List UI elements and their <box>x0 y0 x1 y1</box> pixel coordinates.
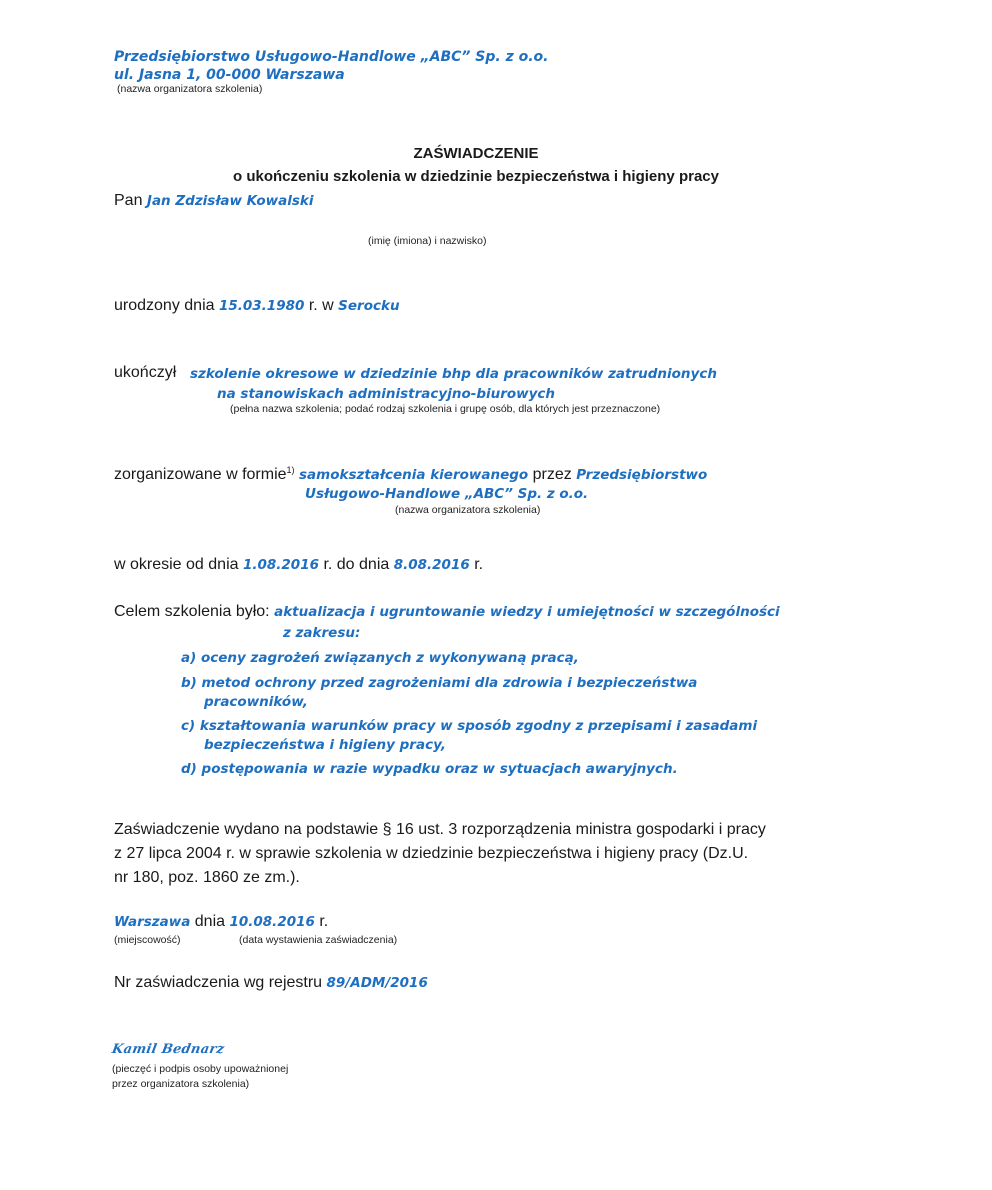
organizer-address: ul. Jasna 1, 00-000 Warszawa <box>114 67 345 83</box>
issue-caption-date: (data wystawienia zaświadczenia) <box>239 934 398 946</box>
issue-caption-place: (miejscowość) <box>114 934 181 946</box>
goal-item-c: c) kształtowania warunków pracy w sposób zgodny z przepisami i zasadami <box>181 718 758 734</box>
form-label: zorganizowane w formie <box>114 466 287 483</box>
signature-caption-line2: przez organizatora szkolenia) <box>112 1078 250 1090</box>
legal-line1: Zaświadczenie wydano na podstawie § 16 ust. 3 rozporządzenia ministra gospodarki i pracy <box>114 821 766 838</box>
training-label: ukończył <box>114 364 177 381</box>
goal-line1: aktualizacja i ugruntowanie wiedzy i umiejętności w szczególności <box>274 604 780 620</box>
training-name-line1: szkolenie okresowe w dziedzinie bhp dla pracowników zatrudnionych <box>190 366 717 382</box>
period-label: w okresie od dnia <box>114 556 239 573</box>
issue-date: 10.08.2016 <box>229 914 315 930</box>
form-footnote: 1) <box>286 465 295 475</box>
goal-item-c-cont: bezpieczeństwa i higieny pracy, <box>204 737 446 753</box>
form-caption: (nazwa organizatora szkolenia) <box>395 504 541 516</box>
legal-line3: nr 180, poz. 1860 ze zm.). <box>114 869 300 886</box>
period-mid: r. do dnia <box>323 556 390 573</box>
goal-item-b: b) metod ochrony przed zagrożeniami dla zdrowia i bezpieczeństwa <box>181 675 698 691</box>
register-line <box>114 974 428 992</box>
form-value: samokształcenia kierowanego <box>299 467 529 483</box>
document-title: ZAŚWIADCZENIE <box>413 145 539 162</box>
person-name: Jan Zdzisław Kowalski <box>146 193 314 209</box>
period-line <box>114 556 483 574</box>
register-label: Nr zaświadczenia wg rejestru <box>114 974 323 991</box>
register-number: 89/ADM/2016 <box>326 975 428 991</box>
training-caption: (pełna nazwa szkolenia; podać rodzaj szkolenia i grupę osób, dla których jest przeznaczone) <box>230 403 661 415</box>
period-from: 1.08.2016 <box>242 557 319 573</box>
issue-place: Warszawa <box>114 914 191 930</box>
goal-item-a: a) oceny zagrożeń związanych z wykonywaną pracą, <box>181 650 579 666</box>
organizer-caption: (nazwa organizatora szkolenia) <box>117 83 263 95</box>
birth-place: Serocku <box>338 298 400 314</box>
goal-item-d: d) postępowania w razie wypadku oraz w sytuacjach awaryjnych. <box>181 761 678 777</box>
person-prefix: Pan <box>114 192 143 209</box>
birth-label: urodzony dnia <box>114 297 215 314</box>
period-to: 8.08.2016 <box>393 557 470 573</box>
issue-label: dnia <box>194 913 226 930</box>
birth-date: 15.03.1980 <box>218 298 305 314</box>
document-subtitle: o ukończeniu szkolenia w dziedzinie bezpieczeństwa i higieny pracy <box>233 168 719 185</box>
training-name-line2: na stanowiskach administracyjno-biurowych <box>217 386 556 402</box>
person-caption: (imię (imiona) i nazwisko) <box>368 235 487 247</box>
form-line <box>114 465 707 484</box>
issue-end: r. <box>319 913 329 930</box>
goal-item-b-cont: pracowników, <box>204 694 308 710</box>
legal-line2: z 27 lipca 2004 r. w sprawie szkolenia w dziedzinie bezpieczeństwa i higieny pracy (Dz.U. <box>114 845 749 862</box>
goal-label: Celem szkolenia było: <box>114 603 270 620</box>
goal-line <box>114 603 780 621</box>
form-org-line1: Przedsiębiorstwo <box>576 467 708 483</box>
signature-caption-line1: (pieczęć i podpis osoby upoważnionej <box>112 1063 289 1075</box>
period-end: r. <box>474 556 484 573</box>
goal-line2: z zakresu: <box>283 625 361 641</box>
form-by: przez <box>532 466 572 483</box>
form-org-line2: Usługowo-Handlowe „ABC” Sp. z o.o. <box>305 486 589 502</box>
birth-line <box>114 297 400 315</box>
signature: Kamil Bednarz <box>110 1042 226 1057</box>
issue-line <box>114 913 328 931</box>
person-line <box>114 192 314 210</box>
organizer-name: Przedsiębiorstwo Usługowo-Handlowe „ABC” Sp. z o.o. <box>114 49 549 65</box>
birth-mid: r. w <box>308 297 334 314</box>
